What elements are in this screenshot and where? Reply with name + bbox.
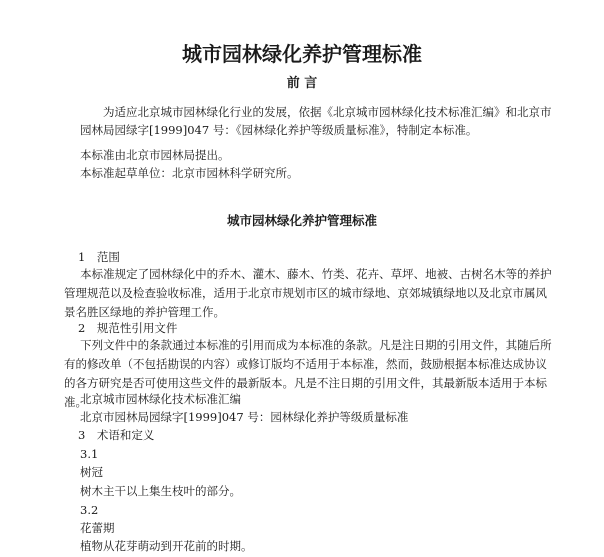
reference-item-2: 北京市园林局园绿字[1999]047 号：园林绿化养护等级质量标准: [80, 410, 409, 424]
term-3-2-number: 3.2: [80, 503, 99, 517]
section-1-heading: 1 范围: [78, 250, 120, 264]
term-3-1-definition: 树木主干以上集生枝叶的部分。: [80, 484, 241, 498]
preface-paragraph-1: 为适应北京城市园林绿化行业的发展，依据《北京城市园林绿化技术标准汇编》和北京市园林局园绿字[1999]047 号：《园林绿化养护等级质量标准》，特制定本标准。: [80, 105, 552, 137]
term-3-1-name: 树冠: [80, 465, 103, 479]
term-3-2-name: 花蕾期: [80, 521, 115, 535]
section-2-body: 下列文件中的条款通过本标准的引用而成为本标准的条款。凡是注日期的引用文件，其随后所有的修改单（不包括勘误的内容）或修订版均不适用于本标准，然而，鼓励根据本标准达成协议的各方研究是否可使用这些文件的最新版本。凡是不注日期的引用文件，其最新版本适用于本标准。: [64, 338, 552, 409]
reference-item-1: 北京城市园林绿化技术标准汇编: [80, 392, 241, 406]
section-3-heading: 3 术语和定义: [78, 428, 155, 442]
term-3-2-definition: 植物从花芽萌动到开花前的时期。: [80, 539, 253, 553]
preface-heading: 前 言: [286, 76, 318, 91]
preface-paragraph-3: 本标准起草单位：北京市园林科学研究所。: [80, 166, 299, 180]
term-3-1-number: 3.1: [80, 447, 99, 461]
preface-paragraph-2: 本标准由北京市园林局提出。: [80, 148, 230, 162]
standard-title: 城市园林绿化养护管理标准: [226, 213, 377, 228]
section-2-heading: 2 规范性引用文件: [78, 321, 178, 335]
document-title: 城市园林绿化养护管理标准: [182, 42, 422, 66]
section-1-body: 本标准规定了园林绿化中的乔木、灌木、藤木、竹类、花卉、草坪、地被、古树名木等的养护管理规范以及检查验收标准，适用于北京市规划市区的城市绿地、京郊城镇绿地以及北京市属风景名胜区绿地的养护管理工作。: [64, 267, 552, 319]
